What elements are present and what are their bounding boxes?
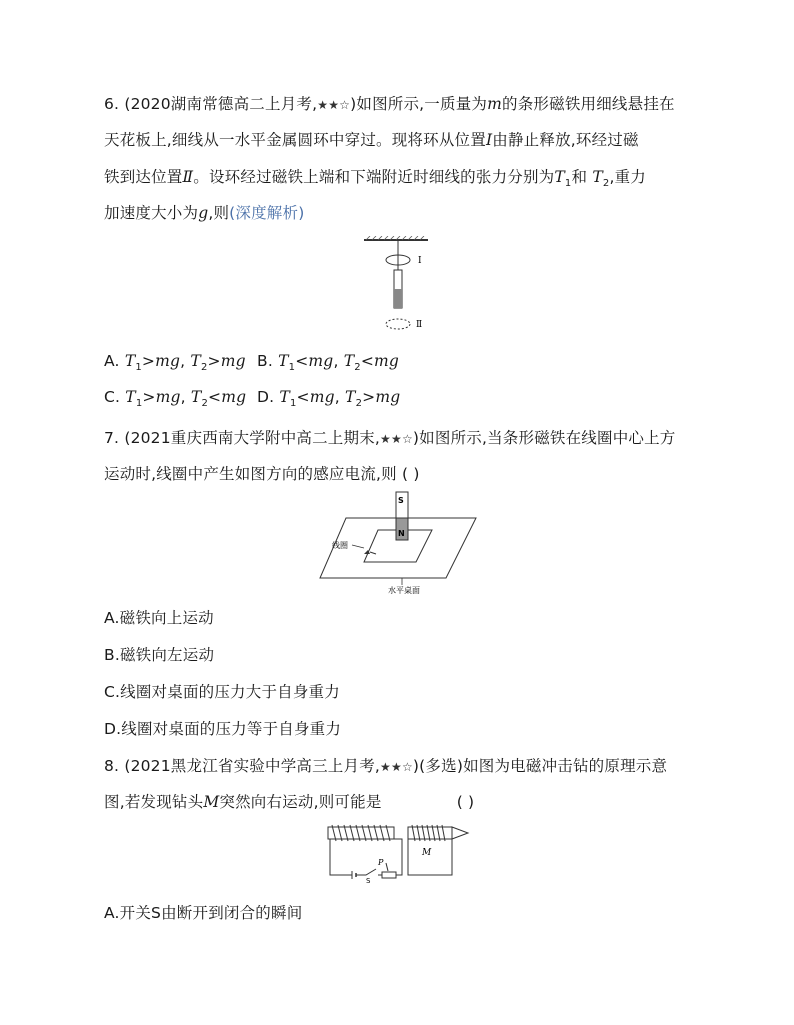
q6-line-2: 天花板上,细线从一水平金属圆环中穿过。现将环从位置Ⅰ由静止释放,环经过磁 bbox=[104, 131, 639, 149]
q7-line-1: 7. (2021重庆西南大学附中高二上期末,★★☆)如图所示,当条形磁铁在线圈中心上方 bbox=[104, 429, 676, 447]
q6-line-4: 加速度大小为g,则(深度解析) bbox=[104, 204, 305, 222]
q8-option-a[interactable]: A.开关S由断开到闭合的瞬间 bbox=[104, 904, 303, 922]
position-2-label: Ⅱ bbox=[416, 320, 423, 330]
table-label: 水平桌面 bbox=[388, 586, 420, 595]
q6-option-d[interactable]: D. $T_1<mg$, $T_2>mg$ bbox=[257, 388, 401, 410]
q7-line-2: 运动时,线圈中产生如图方向的感应电流,则 ( ) bbox=[104, 465, 420, 483]
q6-magnet-figure bbox=[360, 236, 460, 336]
q6-option-c[interactable]: C. $T_1>mg$, $T_2<mg$ bbox=[104, 388, 247, 410]
switch-s-label: S bbox=[366, 877, 371, 883]
south-pole-label: S bbox=[398, 496, 404, 505]
q6-line-1: 6. (2020湖南常德高二上月考,★★☆)如图所示,一质量为m的条形磁铁用细线悬挂在 bbox=[104, 95, 675, 113]
difficulty-star-icon: ★★☆ bbox=[317, 98, 351, 112]
q8-line-2: 图,若发现钻头M突然向右运动,则可能是 ( ) bbox=[104, 793, 475, 811]
position-1-label: Ⅰ bbox=[418, 256, 422, 266]
q8-drill-figure bbox=[326, 823, 471, 883]
q7-option-a[interactable]: A.磁铁向上运动 bbox=[104, 609, 214, 627]
q7-option-b[interactable]: B.磁铁向左运动 bbox=[104, 646, 215, 664]
rheostat-p-label: P bbox=[378, 858, 384, 867]
q7-coil-figure bbox=[318, 490, 478, 598]
difficulty-star-icon: ★★☆ bbox=[380, 760, 413, 774]
q7-option-d[interactable]: D.线圈对桌面的压力等于自身重力 bbox=[104, 720, 342, 738]
drill-bit-label: M bbox=[422, 848, 432, 858]
q7-option-c[interactable]: C.线圈对桌面的压力大于自身重力 bbox=[104, 683, 340, 701]
north-pole-label: N bbox=[398, 529, 405, 538]
coil-label: 线圈 bbox=[332, 541, 348, 550]
answer-blank[interactable]: ( ) bbox=[402, 465, 420, 483]
q6-option-b[interactable]: B. $T_1<mg$, $T_2<mg$ bbox=[257, 352, 400, 374]
q6-option-a[interactable]: A. $T_1>mg$, $T_2>mg$ bbox=[104, 352, 246, 374]
q8-line-1: 8. (2021黑龙江省实验中学高三上月考,★★☆)(多选)如图为电磁冲击钻的原理示意 bbox=[104, 757, 668, 775]
q6-line-3: 铁到达位置Ⅱ。设环经过磁铁上端和下端附近时细线的张力分别为$T_1$和 $T_2$,重力 bbox=[104, 168, 646, 190]
answer-blank[interactable]: ( ) bbox=[456, 793, 475, 811]
difficulty-star-icon: ★★☆ bbox=[380, 432, 413, 446]
deep-analysis-link[interactable]: (深度解析) bbox=[229, 204, 305, 222]
